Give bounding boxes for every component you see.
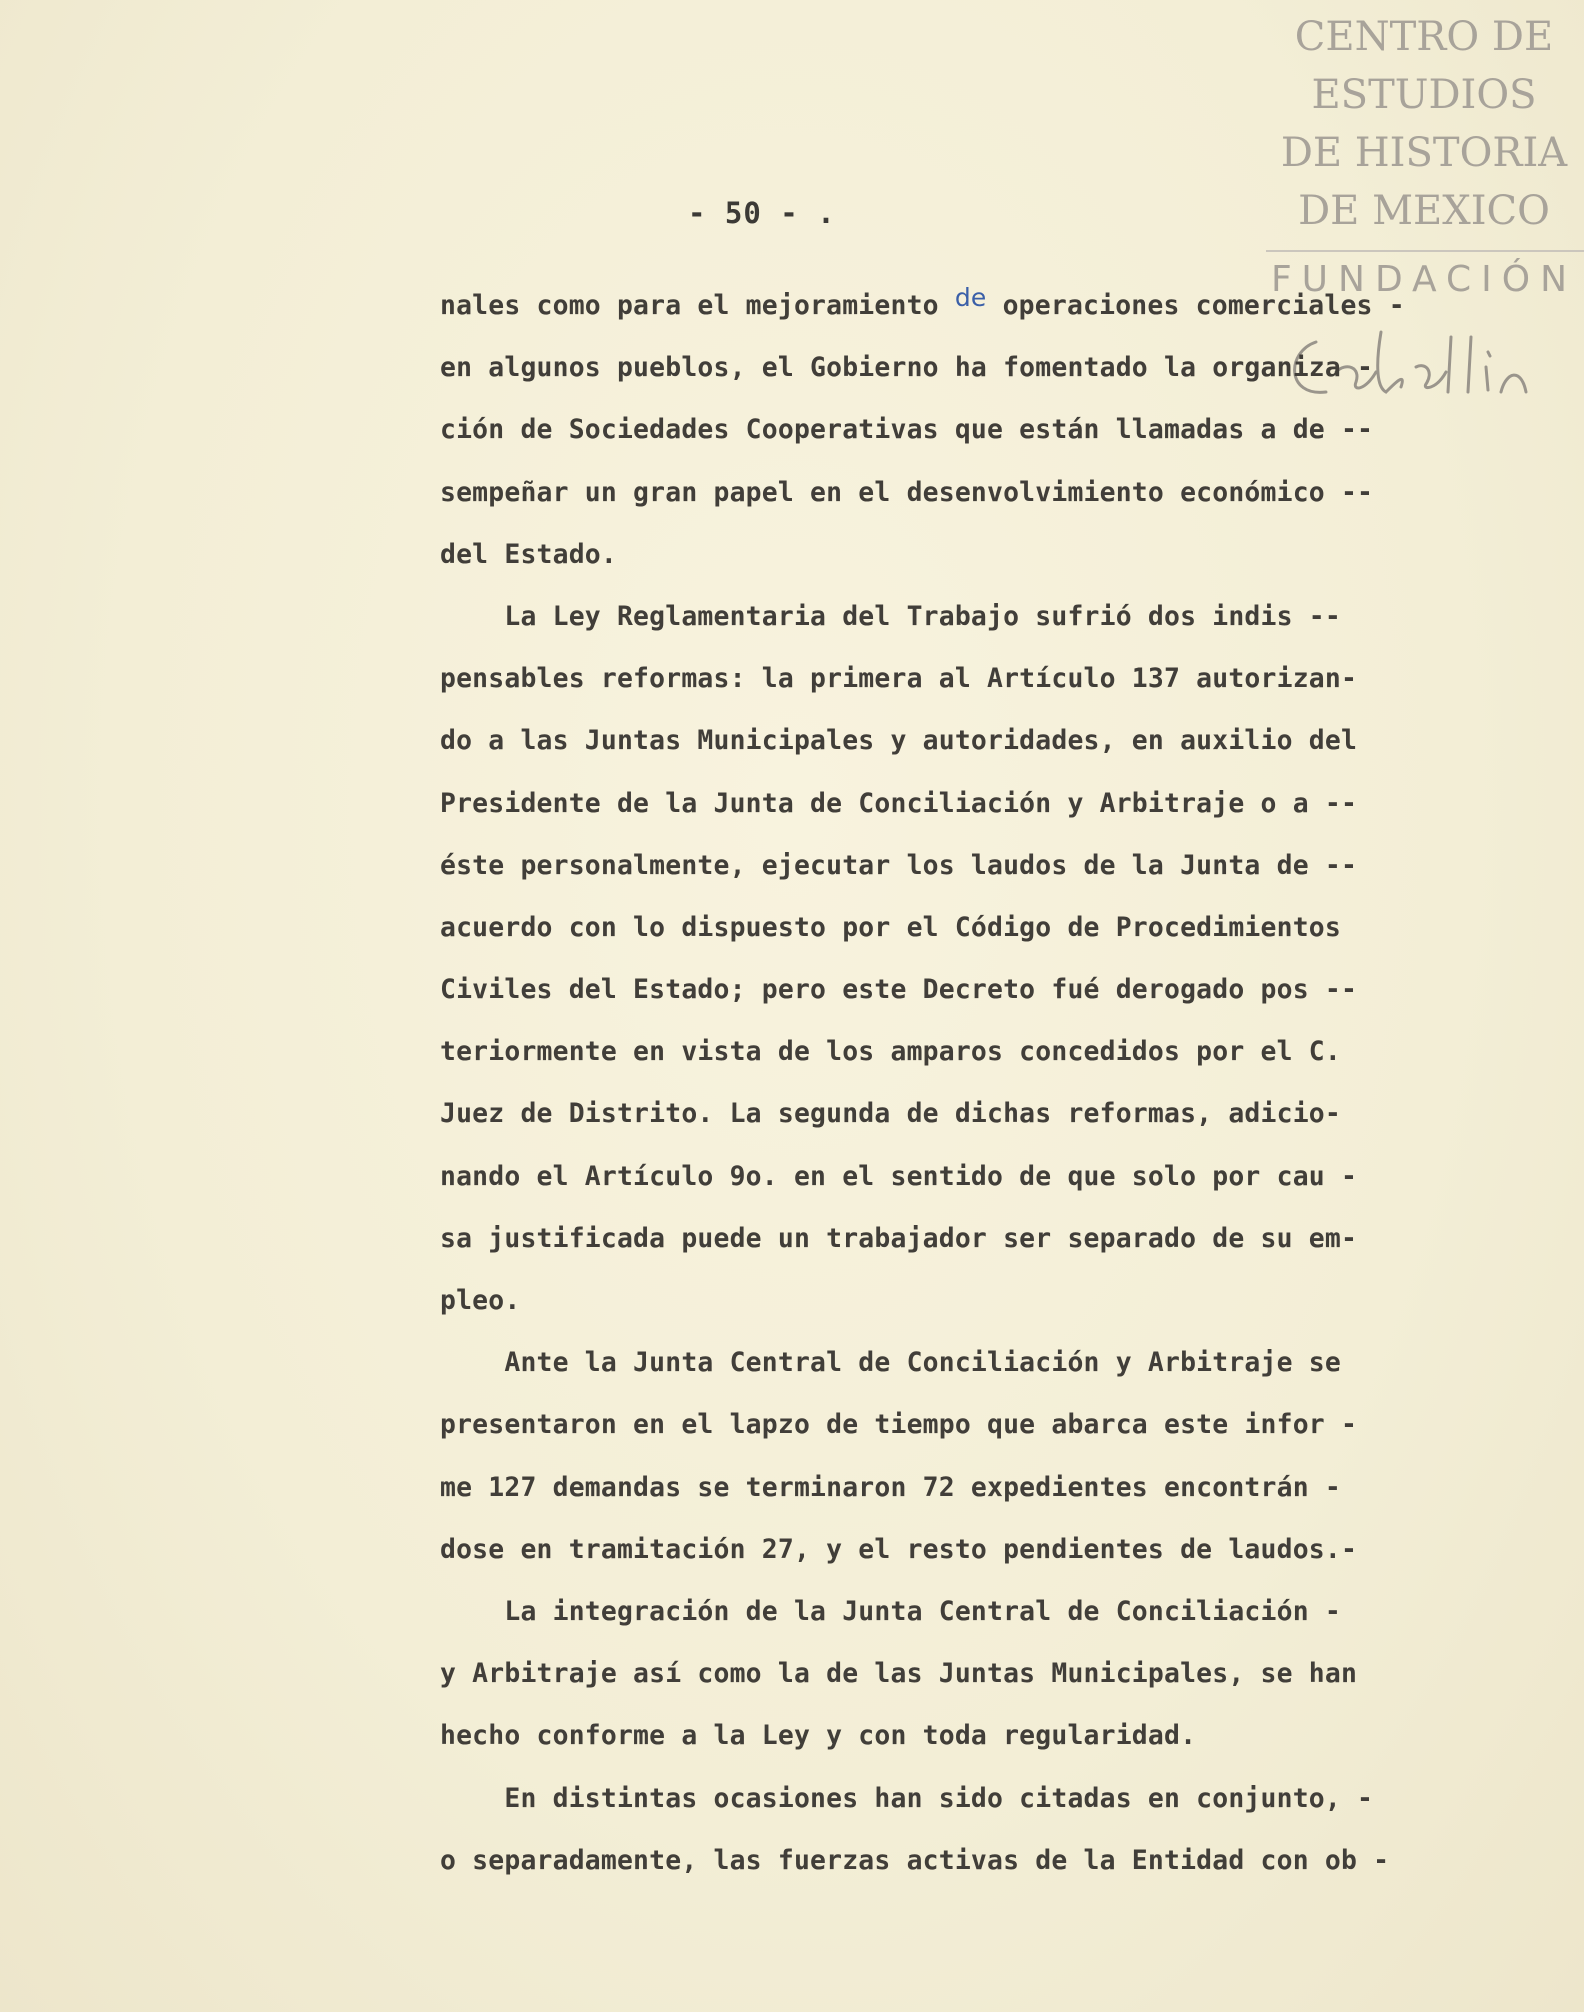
text-line: La integración de la Junta Central de Conciliación - — [440, 1595, 1341, 1627]
text-line: en algunos pueblos, el Gobierno ha fomentado la organiza - — [440, 352, 1374, 384]
text-line: do a las Juntas Municipales y autoridades, en auxilio del — [440, 725, 1358, 757]
text-line: Juez de Distrito. La segunda de dichas reformas, adicio- — [440, 1098, 1341, 1130]
text-line: pensables reformas: la primera al Artículo 137 autorizan- — [440, 663, 1358, 695]
archive-watermark — [1264, 8, 1584, 302]
page-number: - 50 - . — [688, 196, 836, 230]
text-segment: nales como para el mejoramiento — [440, 290, 939, 321]
text-line: teriormente en vista de los amparos concedidos por el C. — [440, 1036, 1341, 1068]
watermark-foundation: FUNDACIÓN — [1270, 259, 1578, 300]
text-line: hecho conforme a la Ley y con toda regularidad. — [440, 1720, 1197, 1752]
text-line: En distintas ocasiones han sido citadas en conjunto, - — [440, 1782, 1374, 1814]
text-line: o separadamente, las fuerzas activas de la Entidad con ob - — [440, 1844, 1390, 1876]
text-line: dose en tramitación 27, y el resto pendientes de laudos.- — [440, 1533, 1358, 1565]
text-line: Ante la Junta Central de Conciliación y Arbitraje se — [440, 1347, 1341, 1379]
text-line: Civiles del Estado; pero este Decreto fué derogado pos -- — [440, 974, 1358, 1006]
text-line: sempeñar un gran papel en el desenvolvimiento económico -- — [440, 476, 1374, 508]
text-line: nando el Artículo 9o. en el sentido de que solo por cau - — [440, 1160, 1358, 1192]
text-line: ción de Sociedades Cooperativas que están llamadas a de -- — [440, 414, 1374, 446]
handwritten-insertion: de — [954, 283, 987, 312]
text-line: presentaron en el lapzo de tiempo que abarca este infor - — [440, 1409, 1358, 1441]
text-line: éste personalmente, ejecutar los laudos de la Junta de -- — [440, 849, 1358, 881]
text-line: y Arbitraje así como la de las Juntas Municipales, se han — [440, 1658, 1358, 1690]
text-line: La Ley Reglamentaria del Trabajo sufrió dos indis -- — [440, 600, 1341, 632]
watermark-divider — [1266, 250, 1584, 252]
text-line: del Estado. — [440, 538, 617, 570]
text-segment: operaciones comerciales - — [1002, 290, 1405, 321]
watermark-line: DE HISTORIA — [1280, 130, 1568, 176]
typed-body-text — [440, 283, 1520, 1905]
text-line: sa justificada puede un trabajador ser separado de su em- — [440, 1222, 1358, 1254]
text-line: pleo. — [440, 1285, 521, 1316]
text-line: me 127 demandas se terminaron 72 expedientes encontrán - — [440, 1471, 1341, 1503]
text-line: Presidente de la Junta de Conciliación y Arbitraje o a -- — [440, 787, 1358, 819]
text-line — [440, 283, 1520, 350]
watermark-line: CENTRO DE — [1294, 14, 1554, 60]
watermark-line: ESTUDIOS — [1311, 72, 1537, 118]
watermark-line: DE MEXICO — [1298, 188, 1550, 234]
text-line: acuerdo con lo dispuesto por el Código de Procedimientos — [440, 911, 1341, 943]
